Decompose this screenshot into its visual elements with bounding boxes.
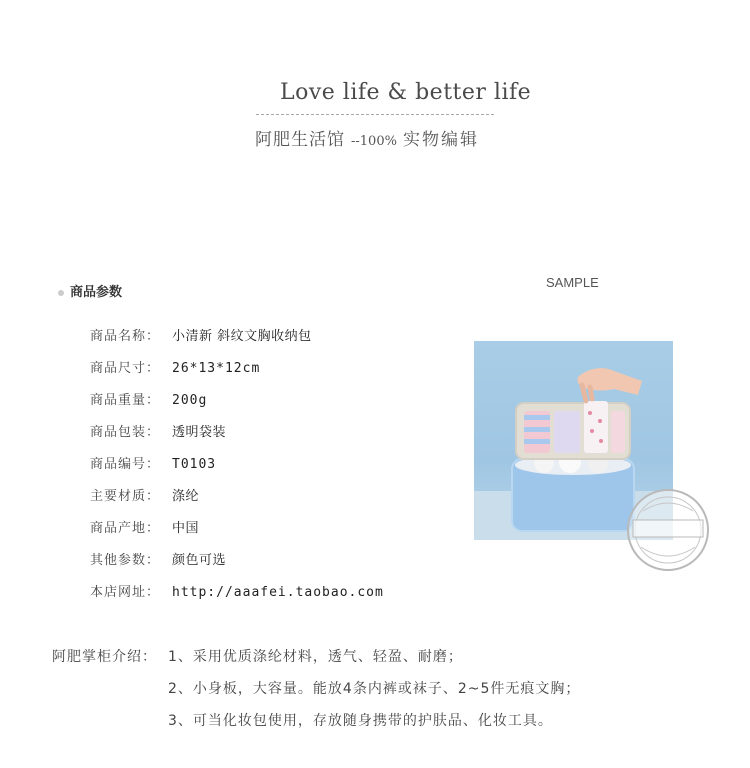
param-key: 主要材质： xyxy=(90,489,161,504)
param-value: 透明袋装 xyxy=(172,425,227,440)
intro-text: 1、采用优质涤纶材料，透气、轻盈、耐磨； xyxy=(168,649,463,665)
intro-line xyxy=(52,645,580,677)
param-row-store-url xyxy=(90,582,384,614)
intro-lead: 阿肥掌柜介绍： xyxy=(52,649,157,665)
param-value: 小清新 斜纹文胸收纳包 xyxy=(172,329,312,344)
seal-icon xyxy=(625,487,711,573)
brand-title: Love life & better life xyxy=(280,80,532,105)
param-key: 商品名称： xyxy=(90,329,161,344)
section-heading-text: 商品参数 xyxy=(70,285,123,300)
brand-subtitle xyxy=(255,125,500,150)
param-key: 其他参数： xyxy=(90,553,161,568)
param-value: 涤纶 xyxy=(172,489,200,504)
sample-label: SAMPLE xyxy=(546,275,599,290)
section-heading xyxy=(58,281,122,300)
param-key: 商品尺寸： xyxy=(90,361,161,376)
tagline: 实物编辑 xyxy=(402,130,479,150)
store-name: 阿肥生活馆 xyxy=(255,130,345,150)
param-value: 颜色可选 xyxy=(172,553,227,568)
watermark-stamp xyxy=(625,487,711,573)
param-value: 中国 xyxy=(172,521,200,536)
intro-line xyxy=(52,709,580,741)
intro-text: 2、小身板，大容量。能放4条内裤或袜子、2~5件无痕文胸； xyxy=(168,681,581,697)
percent-note: --100% xyxy=(351,134,397,149)
param-row-other xyxy=(90,550,384,582)
shopkeeper-intro xyxy=(52,645,580,741)
param-key: 商品重量： xyxy=(90,393,161,408)
param-key: 商品产地： xyxy=(90,521,161,536)
intro-line xyxy=(52,677,580,709)
intro-text: 3、可当化妆包使用，存放随身携带的护肤品、化妆工具。 xyxy=(168,713,553,729)
param-row-origin xyxy=(90,518,384,550)
store-url-link[interactable]: http://aaafei.taobao.com xyxy=(172,585,384,600)
param-value: T0103 xyxy=(172,457,217,472)
param-row-sku xyxy=(90,454,384,486)
params-table xyxy=(90,326,384,614)
param-row-size xyxy=(90,358,384,390)
param-value: 200g xyxy=(172,393,208,408)
param-row-name xyxy=(90,326,384,358)
param-key: 商品编号： xyxy=(90,457,161,472)
param-row-weight xyxy=(90,390,384,422)
param-key: 本店网址： xyxy=(90,585,161,600)
bullet-dot-icon xyxy=(58,290,64,296)
param-key: 商品包装： xyxy=(90,425,161,440)
param-value: 26*13*12cm xyxy=(172,361,261,376)
brand-divider xyxy=(256,114,494,115)
param-row-material xyxy=(90,486,384,518)
param-row-packaging xyxy=(90,422,384,454)
